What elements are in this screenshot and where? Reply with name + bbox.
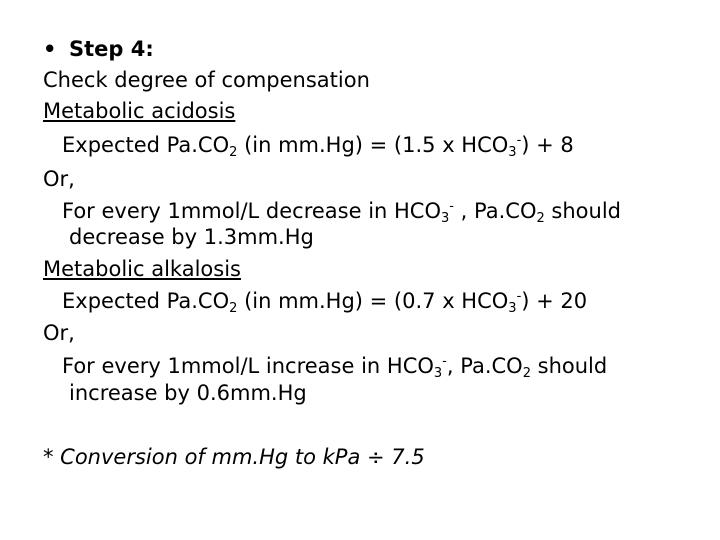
alkalosis-formula-sub2: 3 xyxy=(508,301,517,316)
acidosis-formula xyxy=(62,132,574,158)
acidosis-formula-sub: 2 xyxy=(229,145,238,160)
acidosis-rule-sub: 3 xyxy=(441,211,450,226)
acidosis-formula-suffix: ) + 8 xyxy=(521,133,574,157)
acidosis-formula-sub2: 3 xyxy=(508,145,517,160)
alkalosis-or: Or, xyxy=(43,321,75,345)
acidosis-formula-prefix: Expected Pa.CO xyxy=(62,133,230,157)
acidosis-rule-mid: , Pa.CO xyxy=(453,199,537,223)
acidosis-rule-sub2: 2 xyxy=(536,211,545,226)
alkalosis-rule-prefix: For every 1mmol/L increase in HCO xyxy=(62,354,434,378)
footnote: * Conversion of mm.Hg to kPa ÷ 7.5 xyxy=(43,445,425,469)
alkalosis-formula-sup: - xyxy=(516,289,522,304)
alkalosis-formula-sub: 2 xyxy=(229,301,238,316)
alkalosis-formula-suffix: ) + 20 xyxy=(521,289,588,313)
alkalosis-formula-mid: (in mm.Hg) = (0.7 x HCO xyxy=(237,289,509,313)
acidosis-rule xyxy=(62,198,621,224)
step-title: Step 4: xyxy=(69,37,154,61)
acidosis-formula-mid: (in mm.Hg) = (1.5 x HCO xyxy=(237,133,509,157)
alkalosis-rule-sub: 3 xyxy=(433,366,443,381)
alkalosis-rule-cont: increase by 0.6mm.Hg xyxy=(69,381,307,405)
acidosis-or: Or, xyxy=(43,167,75,191)
alkalosis-rule-suffix: should xyxy=(530,354,608,378)
alkalosis-rule-sub2: 2 xyxy=(522,366,531,381)
alkalosis-label: Metabolic alkalosis xyxy=(43,257,241,281)
acidosis-formula-sup: - xyxy=(516,133,522,148)
alkalosis-formula-prefix: Expected Pa.CO xyxy=(62,289,230,313)
alkalosis-formula xyxy=(62,288,587,314)
section-heading: Check degree of compensation xyxy=(43,68,370,92)
bullet-icon: • xyxy=(43,37,57,61)
acidosis-rule-prefix: For every 1mmol/L decrease in HCO xyxy=(62,199,441,223)
alkalosis-rule-sup: - xyxy=(442,354,447,369)
alkalosis-rule xyxy=(62,353,607,379)
step-heading xyxy=(43,36,154,62)
acidosis-rule-sup: - xyxy=(449,199,454,214)
acidosis-rule-cont: decrease by 1.3mm.Hg xyxy=(69,225,314,249)
acidosis-label: Metabolic acidosis xyxy=(43,99,236,123)
acidosis-rule-suffix: should xyxy=(544,199,621,223)
alkalosis-rule-mid: , Pa.CO xyxy=(446,354,523,378)
